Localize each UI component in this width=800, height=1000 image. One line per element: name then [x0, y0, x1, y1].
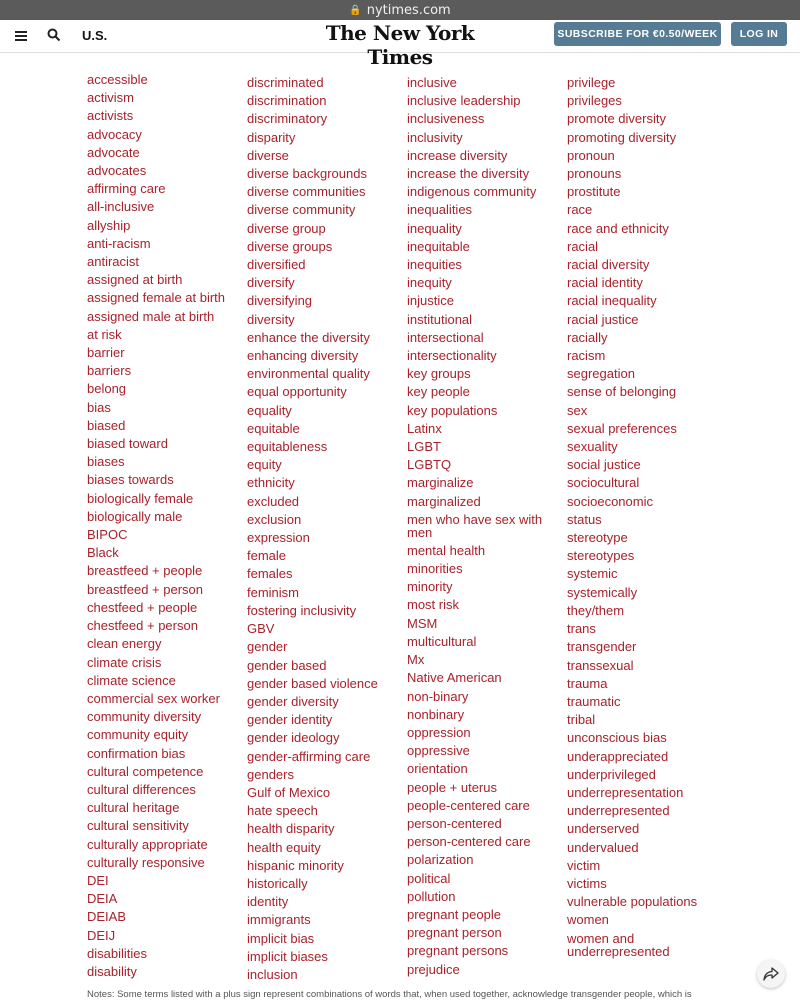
term-item: hispanic minority — [247, 857, 344, 873]
term-item: discriminated — [247, 75, 324, 90]
term-item: systemically — [567, 584, 638, 600]
term-item: cultural differences — [87, 781, 196, 797]
term-item: discrimination — [247, 93, 327, 109]
term-item: privilege — [567, 75, 616, 90]
term-item: racially — [567, 329, 608, 345]
term-item: socioeconomic — [567, 493, 653, 509]
term-item: underserved — [567, 821, 640, 837]
term-item: diversifying — [247, 293, 313, 309]
term-item: Latinx — [407, 420, 442, 436]
term-item: promoting diversity — [567, 129, 677, 145]
term-item: marginalized — [407, 493, 481, 509]
term-item: victims — [567, 875, 607, 891]
term-item: diversity — [247, 311, 295, 327]
term-item: climate crisis — [87, 654, 162, 670]
term-item: advocates — [87, 163, 147, 179]
browser-url-bar[interactable] — [0, 0, 800, 20]
term-item: LGBTQ — [407, 457, 452, 473]
term-item: confirmation bias — [87, 745, 186, 761]
term-item: DEIAB — [87, 909, 127, 925]
term-item: advocate — [87, 144, 140, 160]
term-item: diverse groups — [247, 238, 333, 254]
term-item: inequities — [407, 257, 462, 273]
term-item: increase diversity — [407, 147, 508, 163]
term-item: culturally appropriate — [87, 836, 208, 852]
term-item: most risk — [407, 597, 459, 613]
terms-column-3 — [407, 74, 567, 979]
term-item: inequality — [407, 220, 462, 236]
term-item: intersectionality — [407, 348, 497, 364]
term-item: diversified — [247, 257, 306, 273]
term-item: trauma — [567, 675, 608, 691]
term-item: vulnerable populations — [567, 894, 698, 910]
term-item: promote diversity — [567, 111, 666, 127]
term-item: political — [407, 870, 451, 886]
term-item: gender-affirming care — [247, 748, 371, 764]
lock-icon: 🔒 — [349, 4, 362, 16]
term-item: inequitable — [407, 238, 470, 254]
term-item: social justice — [567, 457, 641, 473]
term-item: enhance the diversity — [247, 329, 370, 345]
term-item: BIPOC — [87, 527, 128, 543]
term-item: minorities — [407, 561, 463, 577]
term-item: advocacy — [87, 126, 142, 142]
term-item: racial — [567, 238, 599, 254]
login-button[interactable]: LOG IN — [731, 22, 787, 46]
term-item: diverse communities — [247, 184, 366, 200]
term-item: person-centered — [407, 815, 502, 831]
term-item: stereotypes — [567, 548, 635, 564]
term-item: ethnicity — [247, 475, 295, 491]
term-item: biologically female — [87, 490, 194, 506]
term-item: DEI — [87, 872, 109, 888]
term-item: race — [567, 202, 593, 218]
term-item: DEIJ — [87, 927, 116, 943]
term-item: allyship — [87, 217, 131, 233]
term-item: diverse community — [247, 202, 356, 218]
share-icon — [763, 967, 779, 981]
term-item: traumatic — [567, 693, 621, 709]
term-item: person-centered care — [407, 834, 531, 850]
term-item: key groups — [407, 366, 471, 382]
term-item: expression — [247, 530, 310, 546]
term-item: equitableness — [247, 439, 328, 455]
term-item: females — [247, 566, 293, 582]
term-item: cultural sensitivity — [87, 818, 189, 834]
term-item: undervalued — [567, 839, 639, 855]
term-item: activists — [87, 108, 134, 124]
term-item: discriminatory — [247, 111, 328, 127]
term-item: breastfeed + person — [87, 581, 203, 597]
term-item: inclusive leadership — [407, 93, 521, 109]
term-item: equity — [247, 457, 282, 473]
term-item: indigenous community — [407, 184, 537, 200]
term-item: biased — [87, 417, 126, 433]
term-item: pronouns — [567, 166, 622, 182]
term-item: gender based violence — [247, 675, 378, 691]
term-item: breastfeed + people — [87, 563, 203, 579]
term-item: multicultural — [407, 633, 477, 649]
term-item: privileges — [567, 93, 622, 109]
term-item: trans — [567, 621, 596, 637]
term-item: chestfeed + person — [87, 618, 198, 634]
term-item: assigned at birth — [87, 272, 183, 288]
term-item: climate science — [87, 672, 176, 688]
term-item: biases — [87, 454, 125, 470]
term-item: disability — [87, 963, 137, 979]
term-item: activism — [87, 90, 134, 106]
menu-icon[interactable] — [15, 31, 27, 41]
term-item: sexuality — [567, 439, 618, 455]
term-item: clean energy — [87, 636, 162, 652]
term-item: underappreciated — [567, 748, 669, 764]
term-item: pregnant person — [407, 925, 502, 941]
term-item: pregnant people — [407, 906, 501, 922]
term-item: genders — [247, 766, 294, 782]
term-item: oppressive — [407, 743, 470, 759]
term-item: people + uterus — [407, 779, 497, 795]
term-item: gender diversity — [247, 693, 339, 709]
term-item: commercial sex worker — [87, 690, 220, 706]
term-item: environmental quality — [247, 366, 370, 382]
term-item: minority — [407, 579, 453, 595]
term-item: gender identity — [247, 712, 333, 728]
term-item: accessible — [87, 72, 148, 87]
term-item: health disparity — [247, 821, 335, 837]
term-item: gender ideology — [247, 730, 340, 746]
term-item: status — [567, 511, 602, 527]
term-item: sense of belonging — [567, 384, 677, 400]
term-item: excluded — [247, 493, 300, 509]
term-item: chestfeed + people — [87, 599, 198, 615]
term-item: pregnant persons — [407, 943, 509, 959]
term-item: culturally responsive — [87, 854, 205, 870]
term-item: health equity — [247, 839, 321, 855]
term-item: inclusiveness — [407, 111, 485, 127]
site-header — [0, 20, 800, 69]
term-item: gender based — [247, 657, 327, 673]
term-item: unconscious bias — [567, 730, 667, 746]
term-item: sexual preferences — [567, 420, 677, 436]
term-item: men who have sex with men — [407, 511, 543, 540]
term-item: DEIA — [87, 891, 118, 907]
term-item: all-inclusive — [87, 199, 155, 215]
terms-column-1 — [87, 71, 247, 981]
term-item: feminism — [247, 584, 300, 600]
term-item: female — [247, 548, 287, 564]
term-item: inequity — [407, 275, 452, 291]
term-item: transsexual — [567, 657, 634, 673]
term-item: cultural heritage — [87, 800, 180, 816]
url-text: nytimes.com — [366, 2, 451, 18]
term-item: identity — [247, 894, 289, 910]
term-item: pronoun — [567, 147, 615, 163]
term-item: community equity — [87, 727, 189, 743]
term-item: racial diversity — [567, 257, 650, 273]
term-item: sociocultural — [567, 475, 640, 491]
term-item: underrepresented — [567, 803, 670, 819]
term-item: inclusivity — [407, 129, 463, 145]
term-item: race and ethnicity — [567, 220, 669, 236]
term-item: biases towards — [87, 472, 174, 488]
term-item: transgender — [567, 639, 637, 655]
term-item: Mx — [407, 652, 425, 668]
term-item: women — [567, 912, 609, 928]
term-item: inclusive — [407, 75, 457, 90]
term-item: orientation — [407, 761, 468, 777]
term-item: segregation — [567, 366, 635, 382]
term-item: equitable — [247, 420, 300, 436]
term-item: victim — [567, 857, 601, 873]
term-item: cultural competence — [87, 763, 204, 779]
term-item: equal opportunity — [247, 384, 347, 400]
term-item: racial inequality — [567, 293, 657, 309]
term-item: sex — [567, 402, 588, 418]
term-item: non-binary — [407, 688, 469, 704]
term-item: they/them — [567, 602, 625, 618]
term-item: hate speech — [247, 803, 318, 819]
term-item: institutional — [407, 311, 473, 327]
term-item: diverse backgrounds — [247, 166, 367, 182]
terms-column-2 — [247, 74, 407, 984]
term-item: community diversity — [87, 709, 202, 725]
term-item: injustice — [407, 293, 454, 309]
term-item: anti-racism — [87, 235, 151, 251]
term-item: equality — [247, 402, 292, 418]
term-item: belong — [87, 381, 127, 397]
term-item: biologically male — [87, 508, 183, 524]
term-item: assigned female at birth — [87, 290, 226, 306]
term-item: Gulf of Mexico — [247, 784, 331, 800]
term-item: pollution — [407, 888, 456, 904]
term-item: mental health — [407, 542, 486, 558]
share-button[interactable] — [757, 960, 785, 988]
term-item: oppression — [407, 724, 471, 740]
site-logo[interactable]: The New York Times — [325, 21, 475, 69]
term-item: systemic — [567, 566, 618, 582]
term-item: key populations — [407, 402, 498, 418]
term-item: Native American — [407, 670, 502, 686]
term-item: bias — [87, 399, 111, 415]
term-item: at risk — [87, 326, 122, 342]
notes-text: Notes: Some terms listed with a plus sign represent combinations of words that, when used together, acknowledge transgender people, which is — [87, 989, 692, 1000]
term-item: Black — [87, 545, 119, 561]
term-item: racial identity — [567, 275, 643, 291]
term-item: prostitute — [567, 184, 621, 200]
term-item: tribal — [567, 712, 596, 728]
term-item: immigrants — [247, 912, 311, 928]
term-item: marginalize — [407, 475, 474, 491]
term-item: underprivileged — [567, 766, 656, 782]
term-item: historically — [247, 875, 308, 891]
term-item: racism — [567, 348, 606, 364]
term-item: stereotype — [567, 530, 628, 546]
term-item: disabilities — [87, 945, 147, 961]
term-item: diverse group — [247, 220, 326, 236]
term-item: inequalities — [407, 202, 473, 218]
term-item: assigned male at birth — [87, 308, 215, 324]
term-item: LGBT — [407, 439, 441, 455]
terms-column-4 — [567, 74, 727, 961]
term-item: inclusion — [247, 966, 298, 982]
term-item: barrier — [87, 345, 125, 361]
term-item: implicit bias — [247, 930, 315, 946]
term-item: key people — [407, 384, 470, 400]
term-item: increase the diversity — [407, 166, 530, 182]
term-item: biased toward — [87, 436, 168, 452]
term-item: exclusion — [247, 511, 302, 527]
search-icon[interactable] — [47, 28, 61, 42]
term-item: intersectional — [407, 329, 484, 345]
term-item: polarization — [407, 852, 474, 868]
term-item: underrepresentation — [567, 784, 684, 800]
term-item: antiracist — [87, 254, 140, 270]
term-item: diversify — [247, 275, 295, 291]
section-link[interactable]: U.S. — [82, 28, 108, 43]
term-item: enhancing diversity — [247, 348, 359, 364]
subscribe-button[interactable]: SUBSCRIBE FOR €0.50/WEEK — [554, 22, 721, 46]
term-item: MSM — [407, 615, 438, 631]
term-item: women and underrepresented — [567, 930, 670, 959]
term-item: implicit biases — [247, 948, 328, 964]
term-item: people-centered care — [407, 797, 530, 813]
term-item: gender — [247, 639, 288, 655]
term-item: diverse — [247, 147, 289, 163]
term-item: fostering inclusivity — [247, 602, 357, 618]
term-item: affirming care — [87, 181, 166, 197]
term-item: nonbinary — [407, 706, 465, 722]
term-item: barriers — [87, 363, 132, 379]
term-item: GBV — [247, 621, 275, 637]
term-item: prejudice — [407, 961, 460, 977]
term-item: racial justice — [567, 311, 639, 327]
term-item: disparity — [247, 129, 296, 145]
